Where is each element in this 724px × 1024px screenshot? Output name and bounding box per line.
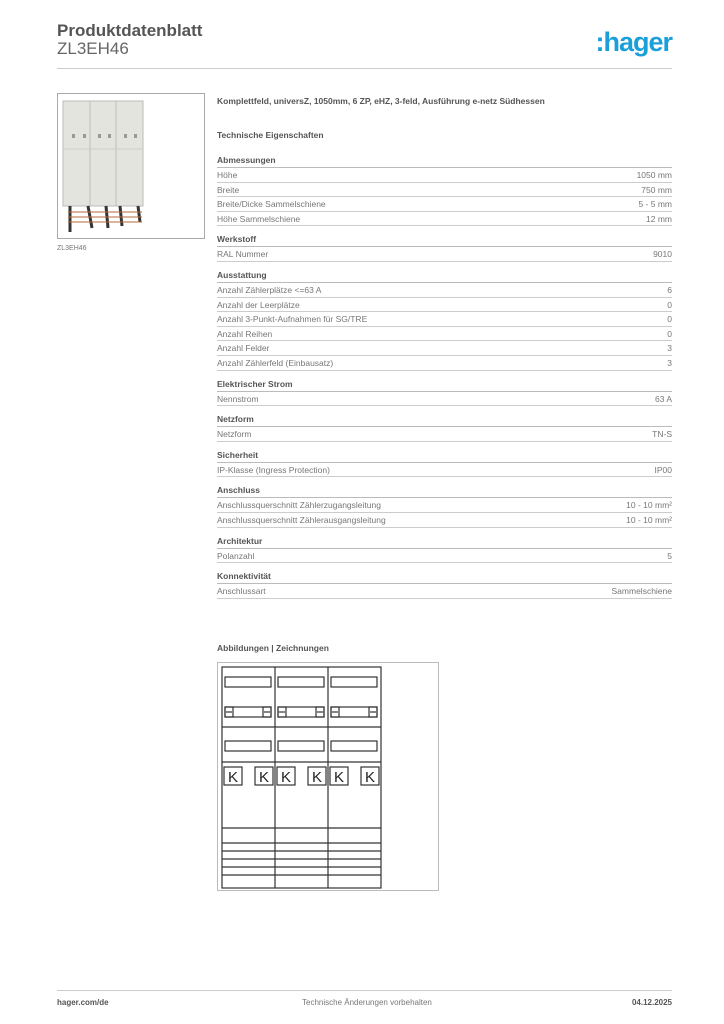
spec-value: 10 - 10 mm² <box>626 514 672 525</box>
spec-value: 750 mm <box>641 184 672 195</box>
spec-label: Höhe <box>217 170 238 180</box>
spec-row <box>217 312 672 327</box>
section-title: Elektrischer Strom <box>217 379 672 392</box>
header-divider <box>57 68 672 69</box>
spec-label: Anschlussart <box>217 586 266 597</box>
spec-value: 5 - 5 mm <box>638 199 672 210</box>
spec-value: 0 <box>667 314 672 325</box>
section-title: Anschluss <box>217 485 672 498</box>
section-title: Konnektivität <box>217 571 672 584</box>
label-slot <box>278 741 324 751</box>
spec-row <box>217 327 672 342</box>
footer-note: Technische Änderungen vorbehalten <box>302 998 432 1007</box>
spec-label: Anzahl 3-Punkt-Aufnahmen für SG/TRE <box>217 314 368 325</box>
spec-row <box>217 549 672 564</box>
spec-section <box>217 485 672 527</box>
spec-section <box>217 571 672 599</box>
spec-value: 10 - 10 mm² <box>626 500 672 511</box>
meter-label: K <box>280 769 292 786</box>
spec-value: 3 <box>667 343 672 354</box>
spec-value: 1050 mm <box>636 170 672 180</box>
spec-row <box>217 513 672 528</box>
spec-row <box>217 212 672 227</box>
page-title: Produktdatenblatt <box>57 21 203 40</box>
hager-logo: :hager <box>595 27 672 57</box>
spec-row <box>217 584 672 599</box>
spec-section <box>217 414 672 442</box>
label-slot <box>278 677 324 687</box>
image-caption: ZL3EH46 <box>57 245 87 252</box>
spec-row <box>217 197 672 212</box>
label-slot <box>225 677 271 687</box>
spec-section <box>217 155 672 226</box>
spec-label: Anzahl Felder <box>217 343 270 354</box>
label-slot <box>331 677 377 687</box>
spec-section <box>217 450 672 478</box>
spec-label: Anzahl der Leerplätze <box>217 299 300 310</box>
spec-row <box>217 168 672 183</box>
product-description: Komplettfeld, universZ, 1050mm, 6 ZP, eHZ, 3-feld, Ausführung e-netz Südhessen <box>217 96 545 106</box>
spec-row <box>217 498 672 513</box>
spec-row <box>217 463 672 478</box>
spec-label: Anschlussquerschnitt Zählerzugangsleitung <box>217 500 381 511</box>
spec-section <box>217 536 672 564</box>
spec-row <box>217 183 672 198</box>
spec-row <box>217 247 672 262</box>
spec-label: Breite <box>217 184 240 195</box>
footer-website[interactable]: hager.com/de <box>57 998 109 1007</box>
section-title: Abmessungen <box>217 155 672 168</box>
spec-value: 0 <box>667 299 672 310</box>
spec-row <box>217 356 672 371</box>
spec-section <box>217 379 672 407</box>
label-slot <box>331 741 377 751</box>
spec-label: Netzform <box>217 429 252 440</box>
section-title: Sicherheit <box>217 450 672 463</box>
spec-label: Höhe Sammelschiene <box>217 213 301 224</box>
product-code: ZL3EH46 <box>57 39 129 58</box>
spec-row <box>217 298 672 313</box>
spec-value: 9010 <box>653 249 672 260</box>
spec-row <box>217 341 672 356</box>
spec-label: RAL Nummer <box>217 249 269 260</box>
technical-drawing <box>217 662 439 891</box>
meter-label: K <box>311 769 323 786</box>
drawings-heading: Abbildungen | Zeichnungen <box>217 643 329 653</box>
spec-value: IP00 <box>654 464 672 475</box>
section-title: Werkstoff <box>217 234 672 247</box>
section-title: Architektur <box>217 536 672 549</box>
spec-label: Polanzahl <box>217 550 255 561</box>
spec-label: Anzahl Zählerplätze <=63 A <box>217 284 322 295</box>
spec-row <box>217 392 672 407</box>
spec-label: Anzahl Reihen <box>217 328 273 339</box>
meter-label: K <box>227 769 239 786</box>
spec-section <box>217 234 672 262</box>
cabinet-outline <box>222 667 381 888</box>
footer-date: 04.12.2025 <box>631 998 672 1007</box>
meter-label: K <box>258 769 270 786</box>
section-title: Ausstattung <box>217 270 672 283</box>
label-slot <box>225 741 271 751</box>
meter-label: K <box>364 769 376 786</box>
meter-label: K <box>333 769 345 786</box>
spec-value: TN-S <box>652 429 672 440</box>
spec-value: 12 mm <box>646 213 672 224</box>
spec-label: Nennstrom <box>217 393 259 404</box>
spec-value: 0 <box>667 328 672 339</box>
spec-value: 6 <box>667 284 672 295</box>
product-image <box>57 93 205 239</box>
spec-value: 3 <box>667 357 672 368</box>
spec-table <box>217 155 672 607</box>
tech-heading: Technische Eigenschaften <box>217 130 324 140</box>
section-title: Netzform <box>217 414 672 427</box>
spec-label: IP-Klasse (Ingress Protection) <box>217 464 330 475</box>
spec-label: Breite/Dicke Sammelschiene <box>217 199 326 210</box>
spec-row <box>217 427 672 442</box>
spec-row <box>217 283 672 298</box>
spec-label: Anzahl Zählerfeld (Einbausatz) <box>217 357 334 368</box>
footer-divider <box>57 990 672 991</box>
spec-label: Anschlussquerschnitt Zählerausgangsleitung <box>217 514 386 525</box>
spec-section <box>217 270 672 371</box>
spec-value: Sammelschiene <box>611 586 672 597</box>
spec-value: 63 A <box>654 393 672 404</box>
spec-value: 5 <box>667 550 672 561</box>
